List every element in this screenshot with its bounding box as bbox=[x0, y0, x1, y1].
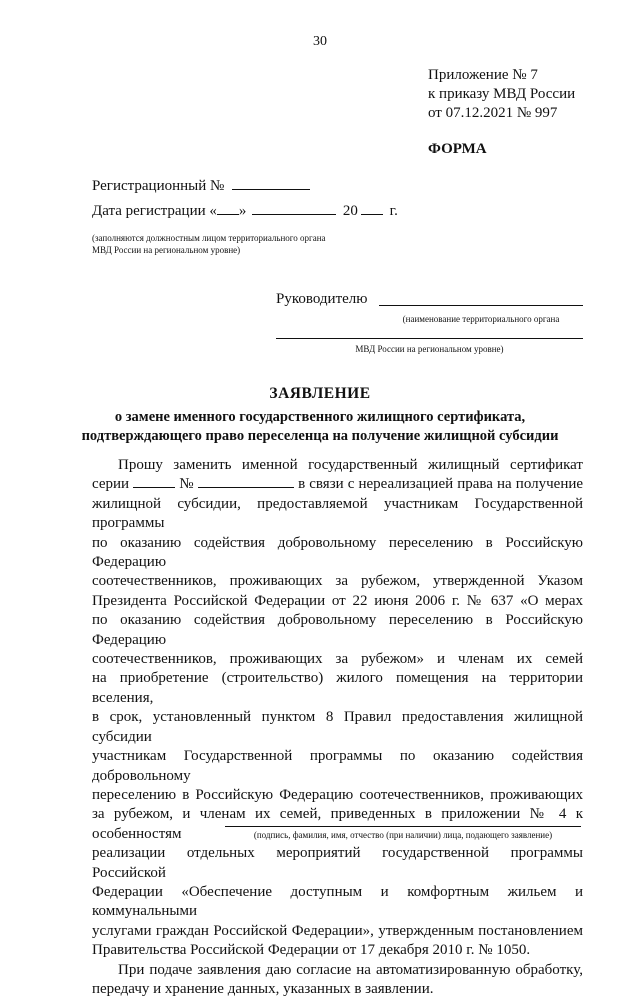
year-prefix: 20 bbox=[342, 203, 358, 219]
document-title: ЗАЯВЛЕНИЕ bbox=[269, 385, 371, 402]
registration-note-line-2: МВД России на региональном уровне) bbox=[92, 245, 241, 255]
month-blank bbox=[252, 213, 336, 215]
year-suffix: г. bbox=[389, 203, 398, 219]
paragraph1-line-4: по оказанию содействия добровольному переселению в Российскую Федерацию bbox=[92, 534, 583, 571]
paragraph1-line-17: Правительства Российской Федерации от 17 декабря 2010 г. № 1050. bbox=[92, 942, 531, 959]
addressee-row bbox=[276, 291, 367, 308]
registration-number-label: Регистрационный № bbox=[92, 178, 225, 194]
annex-header bbox=[428, 66, 575, 123]
paragraph1-line-6: Президента Российской Федерации от 22 июня 2006 г. № 637 «О мерах bbox=[92, 592, 583, 609]
page-number: 30 bbox=[313, 34, 327, 49]
subtitle-line-1: о замене именного государственного жилищного сертификата, bbox=[114, 409, 526, 425]
series-blank bbox=[133, 486, 175, 488]
paragraph1-line-5: соотечественников, проживающих за рубежом, утвержденной Указом bbox=[92, 573, 583, 590]
registration-note bbox=[92, 232, 392, 256]
paragraph1-line-14: реализации отдельных мероприятий государственной программы Российской bbox=[92, 845, 583, 881]
annex-line-2: к приказу МВД России bbox=[428, 86, 576, 102]
paragraph1-line-2 bbox=[92, 475, 583, 494]
annex-line-3: от 07.12.2021 № 997 bbox=[428, 105, 558, 121]
date-close-quote: » bbox=[238, 203, 247, 219]
paragraph2-line-1: При подаче заявления даю согласие на автоматизированную обработку, bbox=[118, 961, 583, 978]
annex-line-1: Приложение № 7 bbox=[428, 67, 538, 83]
paragraph1-line-13: за рубежом, и членам их семей, приведенных в приложении № 4 к особенностям bbox=[92, 806, 583, 842]
day-blank bbox=[217, 213, 239, 215]
addressee-caption-1: (наименование территориального органа bbox=[402, 314, 560, 324]
application-body bbox=[92, 456, 583, 999]
paragraph1-line-16: услугами граждан Российской Федерации», утвержденным постановлением bbox=[92, 922, 583, 939]
form-label: ФОРМА bbox=[428, 141, 487, 157]
series-label: серии bbox=[92, 476, 130, 493]
registration-number-row bbox=[92, 178, 310, 195]
addressee-label: Руководителю bbox=[276, 291, 368, 307]
registration-number-blank bbox=[232, 188, 310, 190]
registration-date-row bbox=[92, 203, 398, 220]
signature-caption: (подпись, фамилия, имя, отчество (при наличии) лица, подающего заявление) bbox=[253, 830, 553, 840]
registration-date-label: Дата регистрации « bbox=[92, 203, 217, 219]
paragraph1-line-10: в срок, установленный пунктом 8 Правил предоставления жилищной субсидии bbox=[92, 709, 583, 745]
paragraph1-line-3: жилищной субсидии, предоставляемой участникам Государственной программы bbox=[92, 495, 583, 532]
paragraph1-line-12: переселению в Российскую Федерацию соотечественников, проживающих bbox=[92, 786, 583, 803]
paragraph1-after-number: в связи с нереализацией права на получение bbox=[298, 476, 584, 493]
paragraph1-line-8: соотечественников, проживающих за рубежом» и членам их семей bbox=[92, 651, 583, 668]
paragraph1-line-1: Прошу заменить именной государственный жилищный сертификат bbox=[118, 457, 583, 473]
addressee-line-1 bbox=[379, 305, 583, 306]
number-sign: № bbox=[179, 476, 194, 493]
paragraph1-line-9: на приобретение (строительство) жилого помещения на территории вселения, bbox=[92, 670, 583, 706]
certificate-number-blank bbox=[198, 486, 294, 488]
paragraph1-line-7: по оказанию содействия добровольному переселению в Российскую Федерацию bbox=[92, 612, 583, 648]
paragraph1-line-11: участникам Государственной программы по оказанию содействия добровольному bbox=[92, 748, 583, 784]
addressee-caption-2: МВД России на региональном уровне) bbox=[355, 344, 504, 354]
paragraph1-line-15: Федерации «Обеспечение доступным и комфортным жильем и коммунальными bbox=[92, 883, 583, 920]
signature-line bbox=[225, 826, 581, 827]
year-blank bbox=[361, 213, 383, 215]
addressee-line-2 bbox=[276, 338, 583, 339]
registration-note-line-1: (заполняются должностным лицом территориального органа bbox=[92, 233, 326, 243]
paragraph2-line-2: передачу и хранение данных, указанных в заявлении. bbox=[92, 980, 434, 997]
subtitle-line-2: подтверждающего право переселенца на получение жилищной субсидии bbox=[81, 428, 559, 444]
